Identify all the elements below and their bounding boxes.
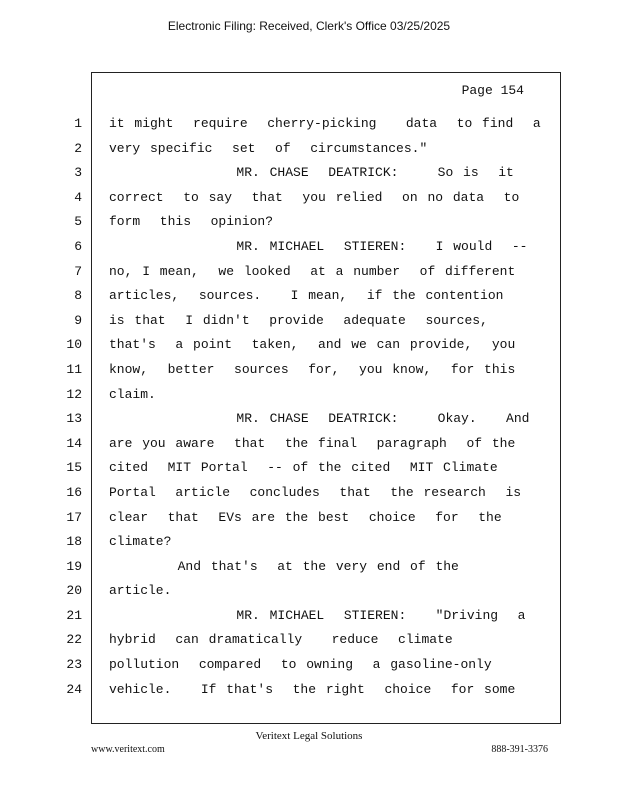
line-number: 6 [74, 238, 82, 254]
line-number: 24 [66, 681, 82, 697]
transcript-line: pollution compared to owning a gasoline-only [109, 657, 492, 673]
line-number: 4 [74, 189, 82, 205]
transcript-line: climate? [109, 534, 172, 550]
transcript-line: MR. MICHAEL STIEREN: I would -- [109, 238, 528, 254]
transcript-text [109, 112, 539, 702]
line-number: 20 [66, 583, 82, 599]
line-number: 12 [66, 386, 82, 402]
transcript-line: is that I didn't provide adequate sources, [109, 312, 488, 328]
transcript-line: form this opinion? [109, 214, 274, 230]
line-number: 21 [66, 607, 82, 623]
line-number: 19 [66, 558, 82, 574]
transcript-line: article. [109, 583, 172, 599]
transcript-line: it might require cherry-picking data to find a [109, 116, 541, 131]
footer-phone: 888-391-3376 [491, 744, 548, 755]
line-number: 11 [66, 361, 82, 377]
transcript-line: articles, sources. I mean, if the contention [109, 288, 504, 304]
transcript-line: know, better sources for, you know, for this [109, 361, 516, 377]
transcript-line: vehicle. If that's the right choice for some [109, 681, 516, 697]
transcript-line: MR. CHASE DEATRICK: Okay. And [109, 411, 530, 427]
transcript-line: MR. MICHAEL STIEREN: "Driving a [109, 607, 526, 623]
line-number: 9 [74, 312, 82, 328]
transcript-line: very specific set of circumstances." [109, 140, 428, 156]
line-number: 2 [74, 140, 82, 156]
line-number: 22 [66, 632, 82, 648]
line-number: 17 [66, 509, 82, 525]
line-number: 18 [66, 534, 82, 550]
line-number: 10 [66, 337, 82, 353]
transcript-line: hybrid can dramatically reduce climate [109, 632, 453, 648]
line-number: 23 [66, 657, 82, 673]
transcript-line: that's a point taken, and we can provide, you [109, 337, 516, 353]
transcript-line: correct to say that you relied on no data to [109, 189, 520, 205]
line-number: 3 [74, 165, 82, 181]
transcript-line: MR. CHASE DEATRICK: So is it [109, 165, 514, 181]
page-number: Page 154 [461, 83, 524, 98]
line-number: 8 [74, 288, 82, 304]
line-number: 7 [74, 263, 82, 279]
line-number-column [56, 112, 82, 702]
footer-company: Veritext Legal Solutions [255, 730, 363, 742]
transcript-line: Portal article concludes that the research is [109, 484, 522, 500]
line-number: 5 [74, 214, 82, 230]
line-number: 14 [66, 435, 82, 451]
transcript-line: are you aware that the final paragraph of the [109, 435, 516, 451]
transcript-line: no, I mean, we looked at a number of different [109, 263, 516, 279]
line-number: 15 [66, 460, 82, 476]
footer-website: www.veritext.com [91, 744, 165, 755]
line-number: 13 [66, 411, 82, 427]
transcript-line: claim. [109, 386, 156, 402]
line-number: 1 [74, 116, 82, 131]
filing-header: Electronic Filing: Received, Clerk's Office 03/25/2025 [167, 19, 451, 33]
line-number: 16 [66, 484, 82, 500]
transcript-line: cited MIT Portal -- of the cited MIT Climate [109, 460, 498, 476]
transcript-line: And that's at the very end of the [109, 558, 459, 574]
transcript-line: clear that EVs are the best choice for the [109, 509, 502, 525]
